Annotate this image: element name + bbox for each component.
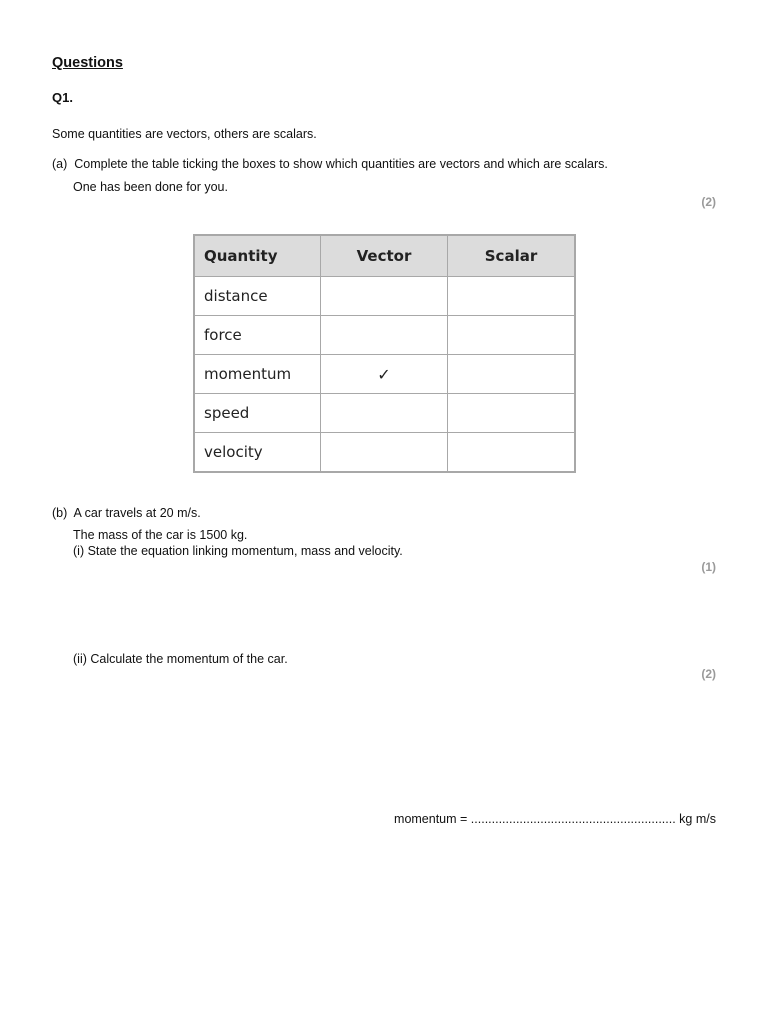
part-b-line2: The mass of the car is 1500 kg. (73, 528, 248, 542)
part-b-i-marks: (1) (701, 560, 716, 574)
part-b-label: (b) (52, 506, 68, 520)
question-intro: Some quantities are vectors, others are scalars. (52, 127, 317, 141)
part-b-sub-i: (i) State the equation linking momentum, mass and velocity. (73, 544, 403, 558)
quantity-cell: distance (194, 277, 321, 316)
part-b-ii-marks: (2) (701, 667, 716, 681)
table-row (194, 394, 575, 433)
header-vector: Vector (321, 235, 448, 277)
part-a-instruction (52, 156, 608, 172)
vector-scalar-table (193, 234, 576, 473)
answer-unit: kg m/s (675, 812, 716, 826)
table-row (194, 316, 575, 355)
part-a-text: Complete the table ticking the boxes to show which quantities are vectors and which are scalars. (74, 157, 608, 171)
part-b-sub-ii: (ii) Calculate the momentum of the car. (73, 652, 288, 666)
table-row (194, 277, 575, 316)
part-b-line1: A car travels at 20 m/s. (73, 506, 201, 520)
scalar-tick-box[interactable] (448, 355, 576, 394)
part-a-note: One has been done for you. (73, 180, 228, 194)
table-header-row (194, 235, 575, 277)
answer-label: momentum = (394, 812, 471, 826)
header-quantity: Quantity (194, 235, 321, 277)
quantity-cell: speed (194, 394, 321, 433)
table-row (194, 355, 575, 394)
vector-tick-box[interactable]: ✓ (321, 355, 448, 394)
momentum-answer-line (394, 812, 716, 826)
header-scalar: Scalar (448, 235, 576, 277)
quantity-cell: momentum (194, 355, 321, 394)
scalar-tick-box[interactable] (448, 433, 576, 473)
vector-tick-box[interactable] (321, 316, 448, 355)
vector-tick-box[interactable] (321, 394, 448, 433)
quantity-cell: velocity (194, 433, 321, 473)
section-heading: Questions (52, 55, 123, 71)
scalar-tick-box[interactable] (448, 394, 576, 433)
vector-tick-box[interactable] (321, 277, 448, 316)
vector-tick-box[interactable] (321, 433, 448, 473)
answer-blank[interactable]: ........................................................... (470, 812, 676, 826)
question-number: Q1. (52, 90, 73, 105)
part-b-intro (52, 505, 201, 521)
part-a-marks: (2) (701, 195, 716, 209)
table-row (194, 433, 575, 473)
quantity-cell: force (194, 316, 321, 355)
scalar-tick-box[interactable] (448, 316, 576, 355)
scalar-tick-box[interactable] (448, 277, 576, 316)
part-a-label: (a) (52, 157, 68, 171)
